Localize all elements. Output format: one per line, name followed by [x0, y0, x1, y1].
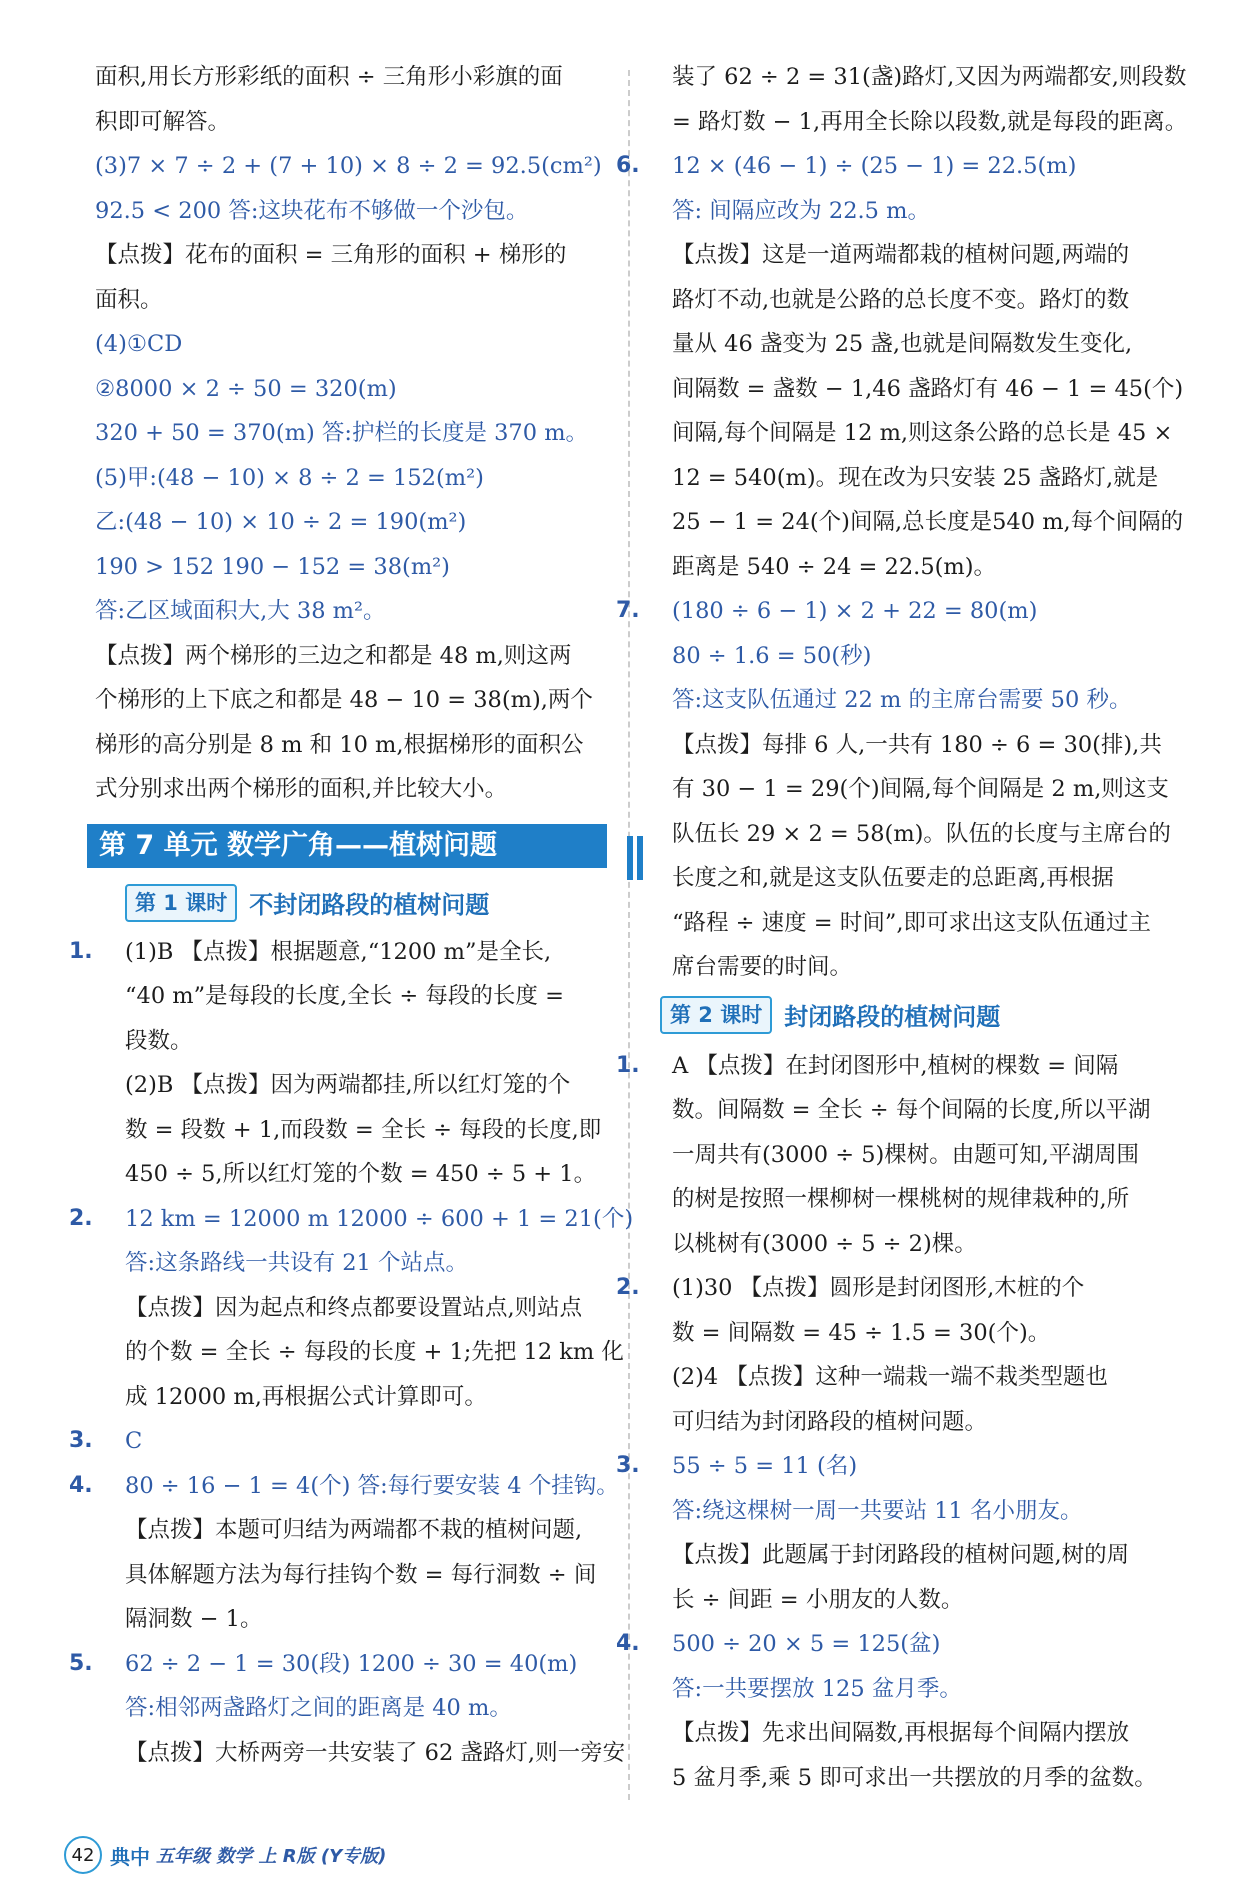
text-line [95, 1330, 624, 1375]
question-number: 4. [616, 1631, 640, 1656]
line-text: A 【点拨】在封闭图形中,植树的棵数 = 间隔 [672, 1052, 1119, 1079]
line-text: 路灯不动,也就是公路的总长度不变。路灯的数 [672, 286, 1130, 313]
line-text: 答:相邻两盏路灯之间的距离是 40 m。 [125, 1695, 512, 1721]
line-text: 500 ÷ 20 × 5 = 125(盆) [672, 1631, 941, 1657]
line-text: 的个数 = 全长 ÷ 每段的长度 + 1;先把 12 km 化 [125, 1339, 624, 1365]
line-text: 【点拨】这是一道两端都栽的植树问题,两端的 [672, 242, 1130, 268]
question-number: 7. [616, 598, 640, 623]
line-text: 【点拨】此题属于封闭路段的植树问题,树的周 [672, 1542, 1130, 1568]
text-line [642, 1177, 1177, 1222]
text-line [642, 767, 1177, 812]
line-text: 段数。 [125, 1027, 193, 1054]
line-text: (5)甲:(48 − 10) × 8 ÷ 2 = 152(m²) [95, 464, 484, 491]
line-text: 190 > 152 190 − 152 = 38(m²) [95, 553, 450, 580]
line-text: 量从 46 盏变为 25 盏,也就是间隔数发生变化, [672, 331, 1133, 357]
text-line [69, 1464, 619, 1509]
lesson-1-answers [69, 930, 634, 1776]
text-line [616, 1266, 1177, 1311]
text-line [642, 1133, 1177, 1178]
text-line [642, 367, 1184, 412]
text-line [642, 1222, 1177, 1267]
text-line [95, 144, 615, 189]
line-text: 80 ÷ 16 − 1 = 4(个) 答:每行要安装 4 个挂钩。 [125, 1472, 619, 1499]
lesson-2-header [660, 994, 1177, 1036]
lesson-1-header [125, 882, 615, 924]
line-text: “40 m”是每段的长度,全长 ÷ 每段的长度 = [125, 983, 564, 1009]
text-line [616, 1044, 1177, 1089]
lesson-2-answers [616, 1044, 1177, 1801]
text-line [95, 367, 615, 412]
text-line [616, 1444, 1177, 1489]
text-line [95, 545, 615, 590]
question-number: 3. [69, 1428, 93, 1453]
right-answers-continued [616, 55, 1188, 990]
line-text: 数 = 段数 + 1,而段数 = 全长 ÷ 每段的长度,即 [125, 1116, 602, 1143]
text-line [95, 723, 615, 768]
text-line [642, 1489, 1177, 1534]
text-line [95, 500, 615, 545]
text-line [95, 1241, 615, 1286]
column-divider [628, 70, 630, 1800]
question-number: 2. [616, 1275, 640, 1300]
text-line [642, 901, 1177, 946]
line-text: 92.5 < 200 答:这块花布不够做一个沙包。 [95, 197, 529, 224]
lesson-1-tag: 第 1 课时 [125, 884, 237, 922]
line-text: 数 = 间隔数 = 45 ÷ 1.5 = 30(个)。 [672, 1319, 1051, 1346]
line-text: 答: 间隔应改为 22.5 m。 [672, 197, 930, 224]
text-line [642, 322, 1177, 367]
text-line [95, 634, 615, 679]
line-text: 25 − 1 = 24(个)间隔,总长度是540 m,每个间隔的 [672, 509, 1184, 535]
text-line [616, 1622, 1177, 1667]
line-text: (1)30 【点拨】圆形是封闭图形,木桩的个 [672, 1275, 1085, 1301]
line-text: C [125, 1428, 143, 1454]
question-number: 4. [69, 1472, 93, 1498]
text-line [642, 812, 1177, 857]
text-line [95, 1152, 615, 1197]
text-line [642, 1400, 1177, 1445]
line-text: (1)B 【点拨】根据题意,“1200 m”是全长, [125, 938, 552, 965]
text-line [642, 723, 1177, 768]
line-text: 以桃树有(3000 ÷ 5 ÷ 2)棵。 [672, 1230, 977, 1257]
line-text: 式分别求出两个梯形的面积,并比较大小。 [95, 776, 508, 802]
text-line [642, 634, 1177, 679]
text-line [95, 1063, 615, 1108]
line-text: 答:一共要摆放 125 盆月季。 [672, 1675, 962, 1702]
text-line [95, 1597, 615, 1642]
text-line [95, 1375, 615, 1420]
line-text: = 路灯数 − 1,再用全长除以段数,就是每段的距离。 [672, 108, 1188, 135]
text-line [95, 189, 615, 234]
line-text: 数。间隔数 = 全长 ÷ 每个间隔的长度,所以平湖 [672, 1097, 1151, 1123]
line-text: 62 ÷ 2 − 1 = 30(段) 1200 ÷ 30 = 40(m) [125, 1650, 578, 1677]
line-text: 12 × (46 − 1) ÷ (25 − 1) = 22.5(m) [672, 153, 1077, 179]
question-number: 2. [69, 1205, 93, 1231]
line-text: 答:这支队伍通过 22 m 的主席台需要 50 秒。 [672, 687, 1132, 713]
line-text: 梯形的高分别是 8 m 和 10 m,根据梯形的面积公 [95, 731, 584, 758]
line-text: 成 12000 m,再根据公式计算即可。 [125, 1383, 487, 1410]
line-text: 面积,用长方形彩纸的面积 ÷ 三角形小彩旗的面 [95, 64, 563, 90]
text-line [642, 55, 1187, 100]
line-text: 【点拨】花布的面积 = 三角形的面积 + 梯形的 [95, 242, 567, 268]
line-text: 乙:(48 − 10) × 10 ÷ 2 = 190(m²) [95, 509, 467, 535]
line-text: 装了 62 ÷ 2 = 31(盏)路灯,又因为两端都安,则段数 [672, 64, 1187, 90]
text-line [95, 678, 615, 723]
text-line [95, 1731, 626, 1776]
question-number: 3. [616, 1453, 640, 1478]
line-text: 【点拨】大桥两旁一共安装了 62 盏路灯,则一旁安 [125, 1739, 626, 1766]
text-line [642, 1756, 1177, 1801]
lesson-1-title: 不封闭路段的植树问题 [249, 891, 490, 919]
text-line [95, 1108, 615, 1153]
text-line [642, 100, 1188, 145]
line-text: 隔洞数 − 1。 [125, 1606, 263, 1632]
line-text: 【点拨】两个梯形的三边之和都是 48 m,则这两 [95, 642, 572, 669]
line-text: 12 = 540(m)。现在改为只安装 25 盏路灯,就是 [672, 464, 1159, 491]
line-text: 55 ÷ 5 = 11 (名) [672, 1453, 858, 1479]
text-line [642, 545, 1177, 590]
line-text: 答:这条路线一共设有 21 个站点。 [125, 1250, 469, 1276]
text-line [95, 767, 615, 812]
line-text: 席台需要的时间。 [672, 954, 853, 980]
line-text: 队伍长 29 × 2 = 58(m)。队伍的长度与主席台的 [672, 820, 1171, 847]
text-line [642, 1711, 1177, 1756]
line-text: 间隔数 = 盏数 − 1,46 盏路灯有 46 − 1 = 45(个) [672, 375, 1184, 402]
text-line [642, 189, 1177, 234]
text-line [642, 233, 1177, 278]
text-line [95, 1019, 615, 1064]
text-line [642, 945, 1177, 990]
text-line [69, 1419, 615, 1464]
text-line [95, 411, 615, 456]
text-line [69, 930, 615, 975]
line-text: 320 + 50 = 370(m) 答:护栏的长度是 370 m。 [95, 420, 589, 446]
text-line [642, 1667, 1177, 1712]
text-line [95, 1686, 615, 1731]
text-line [616, 589, 1177, 634]
line-text: 距离是 540 ÷ 24 = 22.5(m)。 [672, 553, 997, 580]
left-answers-continued [95, 55, 615, 812]
line-text: 【点拨】先求出间隔数,再根据每个间隔内摆放 [672, 1720, 1130, 1746]
lesson-2-title: 封闭路段的植树问题 [784, 1003, 1001, 1031]
line-text: 【点拨】每排 6 人,一共有 180 ÷ 6 = 30(排),共 [672, 731, 1162, 758]
text-line [69, 1197, 634, 1242]
text-line [642, 678, 1177, 723]
page-footer [64, 1840, 386, 1870]
unit-title: 第 7 单元 数学广角——植树问题 [87, 824, 607, 868]
line-text: “路程 ÷ 速度 = 时间”,即可求出这支队伍通过主 [672, 909, 1151, 936]
question-number: 5. [69, 1650, 93, 1676]
text-line [642, 1533, 1177, 1578]
line-text: (2)B 【点拨】因为两端都挂,所以红灯笼的个 [125, 1072, 571, 1098]
line-text: (2)4 【点拨】这种一端栽一端不栽类型题也 [672, 1364, 1108, 1390]
text-line [642, 411, 1177, 456]
text-line [95, 100, 615, 145]
line-text: 答:绕这棵树一周一共要站 11 名小朋友。 [672, 1497, 1083, 1524]
line-text: 5 盆月季,乘 5 即可求出一共摆放的月季的盆数。 [672, 1764, 1157, 1791]
lesson-2-tag: 第 2 课时 [660, 996, 772, 1034]
line-text: (4)①CD [95, 331, 183, 357]
question-number: 6. [616, 153, 640, 178]
line-text: 的树是按照一棵柳树一棵桃树的规律栽种的,所 [672, 1186, 1130, 1212]
text-line [642, 456, 1177, 501]
line-text: 80 ÷ 1.6 = 50(秒) [672, 642, 872, 669]
text-line [642, 1088, 1177, 1133]
text-line [95, 233, 615, 278]
text-line [95, 1553, 615, 1598]
text-line [95, 55, 615, 100]
line-text: 积即可解答。 [95, 108, 231, 135]
page-number: 42 [64, 1836, 102, 1874]
text-line [616, 144, 1177, 189]
line-text: 长 ÷ 间距 = 小朋友的人数。 [672, 1586, 964, 1613]
line-text: 【点拨】因为起点和终点都要设置站点,则站点 [125, 1294, 583, 1321]
text-line [642, 1355, 1177, 1400]
text-line [95, 974, 615, 1019]
unit-header [95, 824, 615, 868]
line-text: 答:乙区域面积大,大 38 m²。 [95, 598, 386, 624]
text-line [95, 322, 615, 367]
text-line [95, 589, 615, 634]
footer-book-title: 五年级 数学 上 R版 (Y专版) [156, 1846, 387, 1867]
question-number: 1. [69, 938, 93, 964]
text-line [642, 1578, 1177, 1623]
question-number: 1. [616, 1052, 640, 1078]
line-text: ②8000 × 2 ÷ 50 = 320(m) [95, 375, 397, 402]
text-line [69, 1642, 615, 1687]
text-line [95, 456, 615, 501]
footer-brand: 典中 [110, 1844, 150, 1869]
right-column [616, 55, 1188, 1800]
line-text: 有 30 − 1 = 29(个)间隔,每个间隔是 2 m,则这支 [672, 776, 1169, 802]
line-text: 面积。 [95, 286, 163, 313]
line-text: 具体解题方法为每行挂钩个数 = 每行洞数 ÷ 间 [125, 1561, 597, 1588]
text-line [95, 278, 615, 323]
text-line [642, 1311, 1177, 1356]
text-line [642, 500, 1184, 545]
line-text: 可归结为封闭路段的植树问题。 [672, 1408, 988, 1435]
text-line [642, 278, 1177, 323]
text-line [95, 1286, 615, 1331]
line-text: (3)7 × 7 ÷ 2 + (7 + 10) × 8 ÷ 2 = 92.5(cm²) [95, 153, 602, 179]
text-line [95, 1508, 615, 1553]
line-text: 一周共有(3000 ÷ 5)棵树。由题可知,平湖周围 [672, 1141, 1139, 1168]
text-line [642, 856, 1177, 901]
line-text: 长度之和,就是这支队伍要走的总距离,再根据 [672, 865, 1114, 891]
line-text: 12 km = 12000 m 12000 ÷ 600 + 1 = 21(个) [125, 1205, 634, 1232]
line-text: (180 ÷ 6 − 1) × 2 + 22 = 80(m) [672, 598, 1038, 624]
line-text: 【点拨】本题可归结为两端都不栽的植树问题, [125, 1517, 583, 1543]
line-text: 450 ÷ 5,所以红灯笼的个数 = 450 ÷ 5 + 1。 [125, 1161, 597, 1187]
line-text: 间隔,每个间隔是 12 m,则这条公路的总长是 45 × [672, 420, 1173, 446]
left-column [69, 55, 634, 1775]
line-text: 个梯形的上下底之和都是 48 − 10 = 38(m),两个 [95, 687, 593, 713]
